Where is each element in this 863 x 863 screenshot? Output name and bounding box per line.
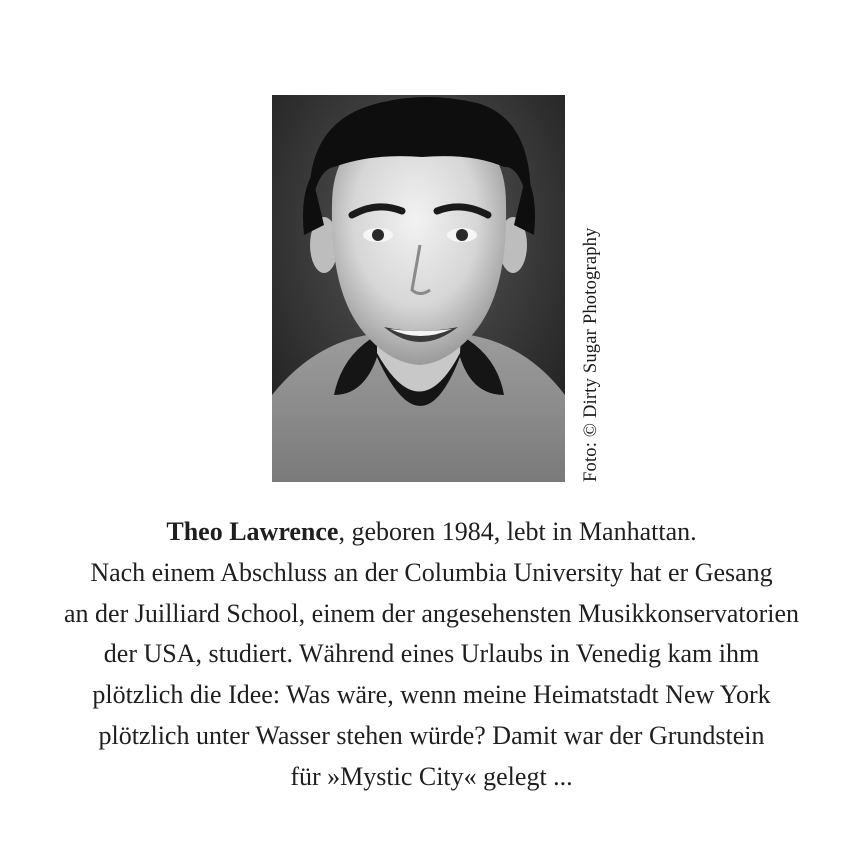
bio-line-6: plötzlich unter Wasser stehen würde? Damit war der Grundstein: [98, 720, 765, 750]
bio-line-7: für »Mystic City« gelegt ...: [290, 761, 573, 791]
author-bio: [0, 512, 863, 798]
bio-line-1-text: , geboren 1984, lebt in Manhattan.: [338, 517, 697, 546]
bio-line-4: der USA, studiert. Während eines Urlaubs in Venedig kam ihm: [103, 639, 760, 669]
bio-line-1: [0, 512, 863, 553]
bio-line-5: plötzlich die Idee: Was wäre, wenn meine Heimatstadt New York: [92, 680, 771, 710]
author-portrait-image: [272, 95, 565, 482]
photo-credit: Foto: © Dirty Sugar Photography: [581, 227, 601, 482]
bio-line-3: an der Juilliard School, einem der angesehensten Musikkonservatorien: [63, 598, 800, 628]
author-photo: [272, 95, 565, 482]
bio-line-2: Nach einem Abschluss an der Columbia University hat er Gesang: [90, 557, 773, 587]
author-name: Theo Lawrence: [166, 517, 339, 546]
